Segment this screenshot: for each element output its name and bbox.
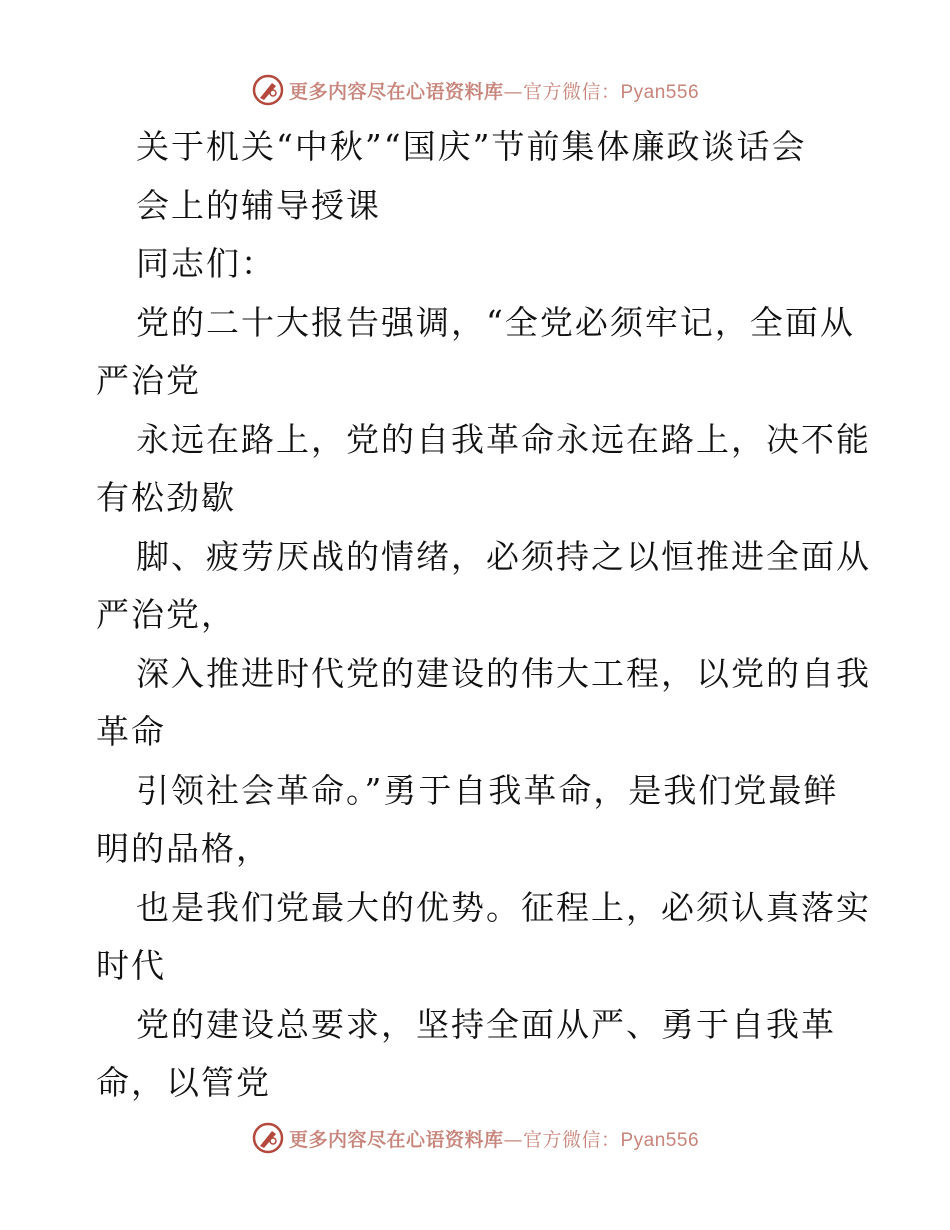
watermark-separator: — — [503, 80, 523, 103]
pen-logo-icon — [251, 73, 285, 107]
watermark-account: Pyan556 — [620, 1129, 700, 1151]
text-line: 深入推进时代党的建设的伟大工程，以党的自我 — [136, 653, 871, 693]
header-watermark — [0, 70, 950, 110]
footer-watermark — [0, 1118, 950, 1158]
text-line: 永远在路上，党的自我革命永远在路上，决不能 — [136, 419, 871, 459]
text-line: 革命 — [96, 712, 166, 751]
text-line: 时代 — [96, 946, 166, 985]
text-line: 严治党， — [96, 595, 236, 634]
text-line: 脚、疲劳厌战的情绪，必须持之以恒推进全面从 — [136, 536, 871, 576]
watermark-label: 官方微信： — [522, 80, 621, 103]
text-line: 也是我们党最大的优势。征程上，必须认真落实 — [136, 887, 871, 927]
document-body — [96, 118, 871, 1113]
text-line: 关于机关“中秋”“国庆”节前集体廉政谈话会 — [136, 127, 807, 166]
text-line: 严治党 — [96, 361, 201, 400]
text-line: 命，以管党 — [96, 1063, 271, 1102]
pen-logo-icon — [251, 1121, 285, 1155]
text-line: 明的品格， — [96, 829, 271, 868]
watermark-separator: — — [503, 1128, 523, 1151]
text-line: 引领社会革命。”勇于自我革命，是我们党最鲜 — [136, 770, 839, 810]
watermark-brand: 更多内容尽在心语资料库 — [288, 80, 504, 103]
watermark-account: Pyan556 — [620, 81, 700, 103]
watermark-brand: 更多内容尽在心语资料库 — [288, 1128, 504, 1151]
text-line: 党的建设总要求，坚持全面从严、勇于自我革 — [136, 1004, 836, 1044]
text-line: 同志们： — [136, 244, 276, 283]
text-line: 有松劲歇 — [96, 478, 236, 517]
watermark-label: 官方微信： — [522, 1128, 621, 1151]
text-line: 党的二十大报告强调，“全党必须牢记，全面从 — [136, 302, 855, 342]
text-line: 会上的辅导授课 — [136, 185, 381, 225]
